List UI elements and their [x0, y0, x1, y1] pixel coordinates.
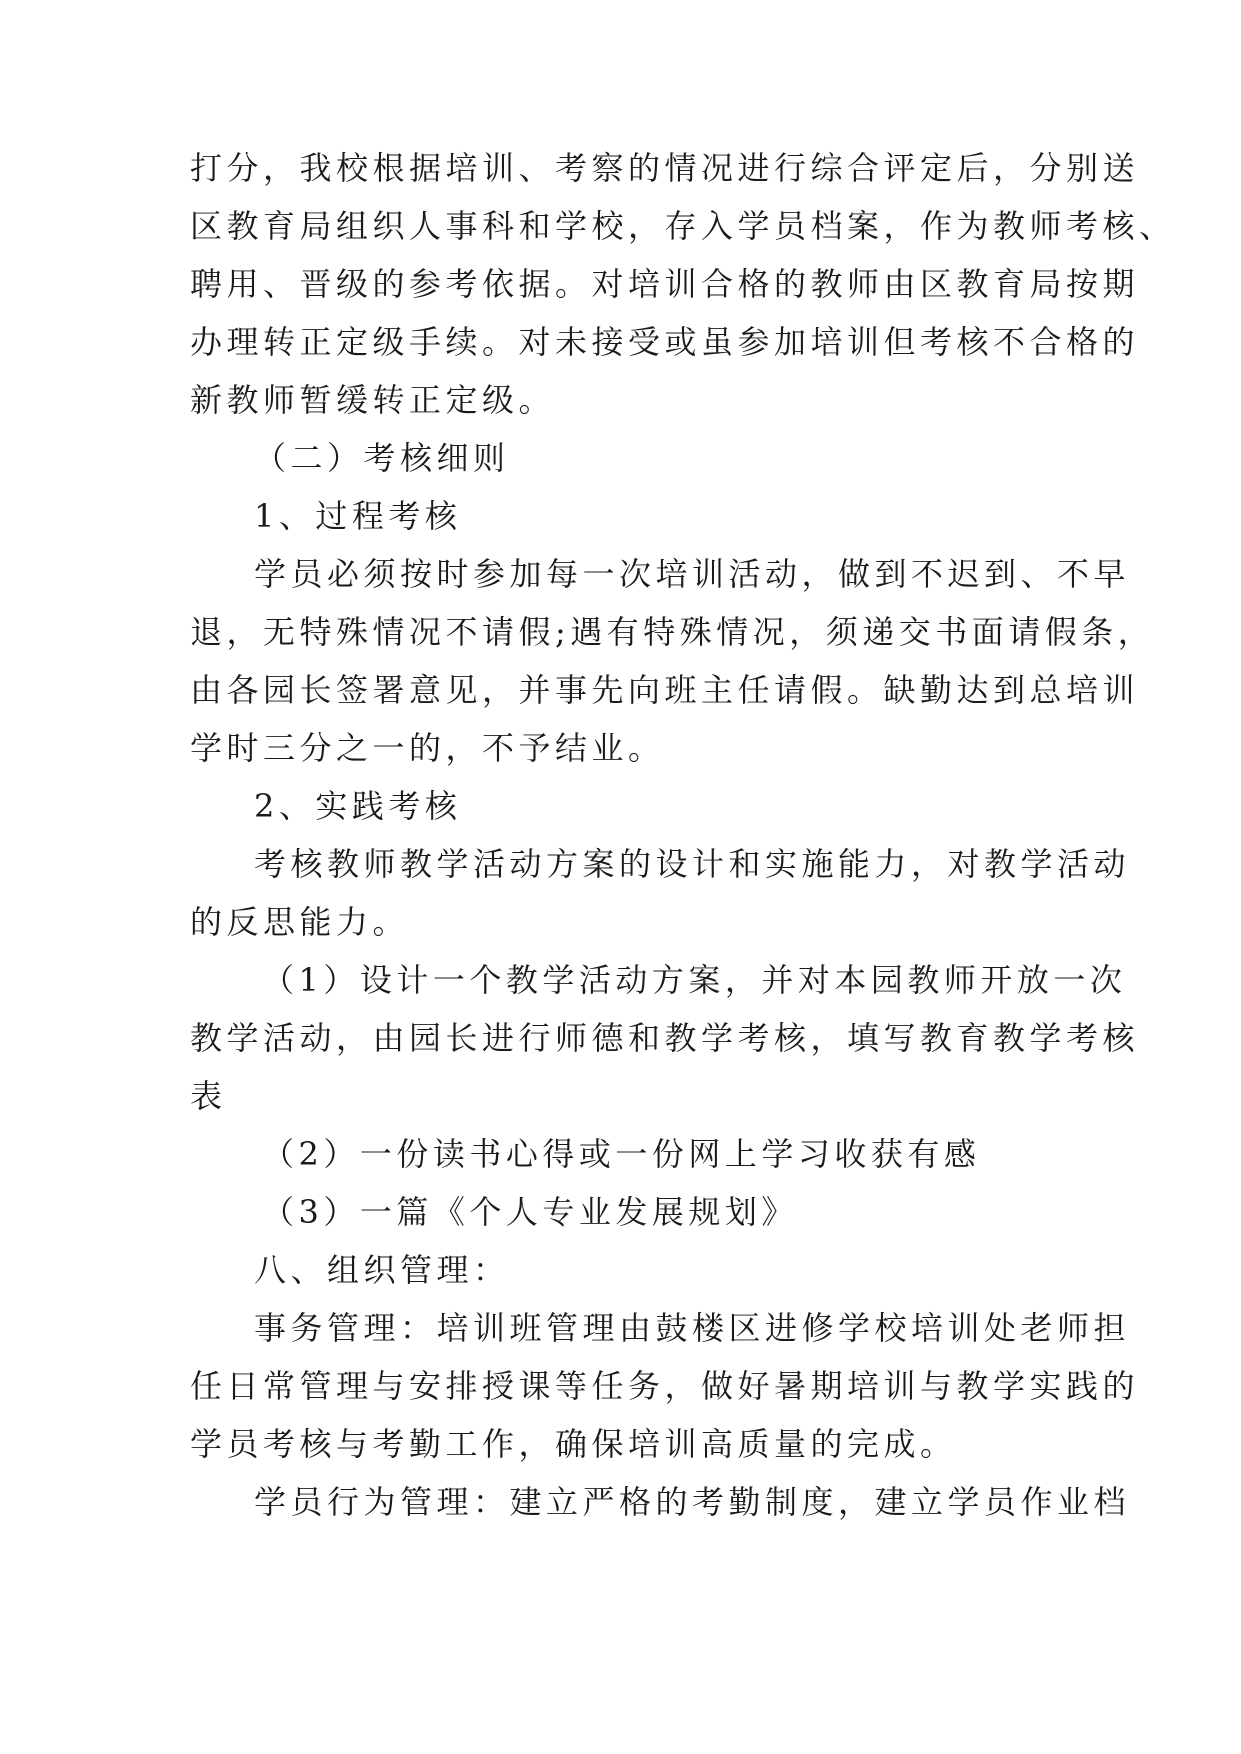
list-item: （3）一篇《个人专业发展规划》	[262, 1193, 798, 1231]
paragraph-line: 表	[190, 1077, 227, 1115]
paragraph-line: 聘用、晋级的参考依据。对培训合格的教师由区教育局按期	[190, 265, 1140, 303]
paragraph-line: 事务管理：培训班管理由鼓楼区进修学校培训处老师担	[254, 1309, 1131, 1347]
list-item: （1）设计一个教学活动方案，并对本园教师开放一次	[262, 961, 1127, 999]
paragraph-line: 学员考核与考勤工作，确保培训高质量的完成。	[190, 1425, 957, 1463]
subsection-heading: 2、实践考核	[254, 787, 462, 825]
subsection-heading: 1、过程考核	[254, 497, 462, 535]
paragraph-line: 办理转正定级手续。对未接受或虽参加培训但考核不合格的	[190, 323, 1140, 361]
paragraph-line: 考核教师教学活动方案的设计和实施能力，对教学活动	[254, 845, 1131, 883]
paragraph-line: 退，无特殊情况不请假;遇有特殊情况，须递交书面请假条，	[190, 613, 1155, 651]
paragraph-line: 打分，我校根据培训、考察的情况进行综合评定后，分别送	[190, 149, 1140, 187]
paragraph-line: 学员行为管理：建立严格的考勤制度，建立学员作业档	[254, 1483, 1131, 1521]
paragraph-line: 教学活动，由园长进行师德和教学考核，填写教育教学考核	[190, 1019, 1140, 1057]
list-item: （2）一份读书心得或一份网上学习收获有感	[262, 1135, 981, 1173]
paragraph-line: 学员必须按时参加每一次培训活动，做到不迟到、不早	[254, 555, 1131, 593]
paragraph-line: 的反思能力。	[190, 903, 410, 941]
paragraph-line: 由各园长签署意见，并事先向班主任请假。缺勤达到总培训	[190, 671, 1140, 709]
paragraph-line: 新教师暂缓转正定级。	[190, 381, 556, 419]
paragraph-line: 学时三分之一的，不予结业。	[190, 729, 665, 767]
paragraph-line: 区教育局组织人事科和学校，存入学员档案，作为教师考核、	[190, 207, 1176, 245]
section-heading: （二）考核细则	[254, 439, 510, 477]
section-heading: 八、组织管理：	[254, 1251, 510, 1289]
paragraph-line: 任日常管理与安排授课等任务，做好暑期培训与教学实践的	[190, 1367, 1140, 1405]
